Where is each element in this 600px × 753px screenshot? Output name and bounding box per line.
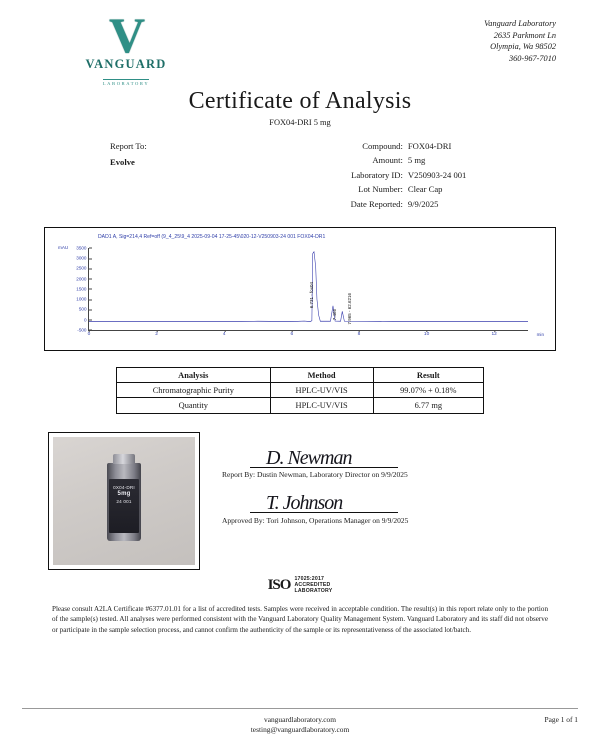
detail-value: 5 mg bbox=[407, 155, 426, 166]
footer-website-link[interactable]: vanguardlaboratory.com bbox=[264, 715, 336, 724]
chromatogram-y-axis-label: mAU bbox=[58, 244, 69, 250]
info-block bbox=[22, 141, 578, 213]
y-tick: 3000 bbox=[76, 256, 89, 261]
accreditation-block bbox=[22, 576, 578, 595]
cell-result: 6.77 mg bbox=[373, 398, 483, 413]
footer-contact bbox=[22, 715, 514, 735]
page-header bbox=[22, 7, 578, 86]
signature-caption: Approved By: Tori Johnson, Operations Manager on 9/9/2025 bbox=[222, 515, 409, 525]
vial-cap bbox=[113, 454, 135, 464]
detail-value: V250903-24 001 bbox=[407, 169, 467, 180]
detail-value: FOX04-DRI bbox=[407, 141, 452, 151]
logo-v-icon: V bbox=[108, 7, 144, 63]
lab-address-line-2: 2635 Parkmont Ln bbox=[493, 30, 556, 40]
page-subtitle: FOX04-DRI 5 mg bbox=[269, 118, 331, 127]
vial-label-line-1: 0X04-DRI bbox=[113, 484, 135, 490]
detail-value: Clear Cap bbox=[407, 184, 443, 195]
column-header-method: Method bbox=[270, 367, 373, 382]
table-row bbox=[117, 398, 484, 413]
detail-key: Laboratory ID: bbox=[351, 169, 403, 180]
vial-image bbox=[107, 463, 141, 541]
page-number: Page 1 of 1 bbox=[544, 715, 578, 724]
report-to-block bbox=[22, 141, 289, 213]
peak-label: 7.965 - 62.6216 bbox=[347, 292, 353, 325]
chromatogram-plot bbox=[76, 245, 544, 338]
footer-email-link[interactable]: testing@vanguardlaboratory.com bbox=[250, 725, 350, 734]
lower-section bbox=[22, 432, 578, 570]
logo-subtext: LABORATORY bbox=[102, 81, 150, 86]
sample-photo bbox=[53, 437, 195, 565]
x-tick: 2 bbox=[155, 332, 158, 338]
disclaimer-text: Please consult A2LA Certificate #6377.01.01 for a list of accredited tests. Samples were received in acceptable condition. The result(s) in this report relate only to the portion of the sample(s) tested. All analyses were performed consistent with the Vanguard Laboratory Quality Management System. Vanguard Laboratory and its staff did not observe or participate in the sample selection process, and cannot confirm the authenticity of the sample or its representativeness of the associated lot/batch. bbox=[52, 604, 548, 634]
sample-details bbox=[289, 141, 578, 213]
cell-method: HPLC-UV/VIS bbox=[270, 398, 373, 413]
vial-label-line-2: 5mg bbox=[117, 490, 131, 497]
x-tick: 12 bbox=[491, 332, 497, 338]
y-tick: -500 bbox=[77, 327, 89, 332]
y-tick: 0 bbox=[84, 317, 89, 322]
page-footer bbox=[22, 708, 578, 735]
y-tick: 1000 bbox=[76, 297, 89, 302]
signature-block-approved-by bbox=[222, 492, 552, 525]
detail-row bbox=[307, 155, 578, 166]
detail-key: Compound: bbox=[362, 141, 403, 151]
report-to-value: Evolve bbox=[110, 157, 135, 167]
lab-phone: 360-967-7010 bbox=[508, 53, 556, 63]
lab-address-line-1: Vanguard Laboratory bbox=[484, 19, 556, 28]
chromatogram bbox=[50, 233, 550, 347]
signature-column bbox=[200, 432, 552, 570]
chromatogram-caption: DAD1 A, Sig=214,4 Ref=off (9_4_25\9_4 2025-09-04 17-25-45\020-12-V250903-24 001 FOX04-DR1 bbox=[98, 233, 326, 240]
chromatogram-frame bbox=[44, 227, 556, 351]
accreditation-text bbox=[294, 576, 332, 595]
detail-row bbox=[307, 184, 578, 195]
table-row bbox=[117, 383, 484, 398]
page-title: Certificate of Analysis bbox=[188, 88, 412, 114]
x-tick: 6 bbox=[290, 332, 294, 338]
peak-label: 7.466 bbox=[331, 308, 337, 321]
signature-block-report-by bbox=[222, 446, 552, 480]
lab-address bbox=[484, 14, 578, 64]
cell-analysis: Chromatographic Purity bbox=[117, 383, 271, 398]
results-table bbox=[116, 367, 484, 414]
y-tick: 2500 bbox=[76, 266, 89, 271]
table-header-row bbox=[117, 367, 484, 382]
cell-method: HPLC-UV/VIS bbox=[270, 383, 373, 398]
signature-caption: Report By: Dustin Newman, Laboratory Director on 9/9/2025 bbox=[222, 470, 408, 480]
y-tick: 3500 bbox=[76, 245, 89, 250]
x-tick: 10 bbox=[423, 332, 430, 338]
y-tick: 1500 bbox=[76, 286, 89, 291]
detail-key: Amount: bbox=[372, 155, 403, 166]
report-to-label: Report To: bbox=[110, 141, 147, 151]
detail-value: 9/9/2025 bbox=[407, 198, 439, 209]
sample-photo-box bbox=[48, 432, 200, 570]
cell-analysis: Quantity bbox=[117, 398, 271, 413]
signature-mark: D. Newman bbox=[266, 446, 352, 469]
x-tick: 0 bbox=[87, 332, 91, 338]
title-block bbox=[22, 88, 578, 127]
signature-mark: T. Johnson bbox=[266, 492, 343, 515]
detail-row bbox=[307, 199, 578, 210]
accreditation-line-1: 17025:2017 bbox=[294, 575, 325, 582]
accreditation-line-3: LABORATORY bbox=[294, 588, 333, 595]
detail-key: Lot Number: bbox=[358, 184, 403, 195]
peak-label: 6.731 - fox04 bbox=[309, 282, 315, 309]
detail-key: Date Reported: bbox=[350, 198, 403, 209]
x-tick: 8 bbox=[357, 332, 361, 338]
iso-logo-icon: ISO bbox=[267, 576, 291, 593]
detail-row bbox=[307, 170, 578, 181]
column-header-analysis: Analysis bbox=[117, 367, 271, 382]
lab-address-line-3: Olympia, Wa 98502 bbox=[490, 42, 556, 51]
logo-wordmark: VANGUARD bbox=[85, 57, 167, 71]
y-tick: 500 bbox=[79, 307, 89, 312]
results-table-wrap bbox=[116, 367, 484, 414]
x-axis-unit: min bbox=[536, 331, 544, 337]
accreditation-line-2: ACCREDITED bbox=[294, 581, 331, 588]
y-tick: 2000 bbox=[76, 276, 89, 281]
vial-label-line-3: 24 001 bbox=[116, 498, 132, 504]
vanguard-logo bbox=[22, 7, 180, 90]
vial-label bbox=[109, 479, 139, 533]
detail-row bbox=[307, 141, 578, 152]
column-header-result: Result bbox=[373, 367, 483, 382]
x-tick: 4 bbox=[222, 332, 226, 338]
cell-result: 99.07% + 0.18% bbox=[373, 383, 483, 398]
